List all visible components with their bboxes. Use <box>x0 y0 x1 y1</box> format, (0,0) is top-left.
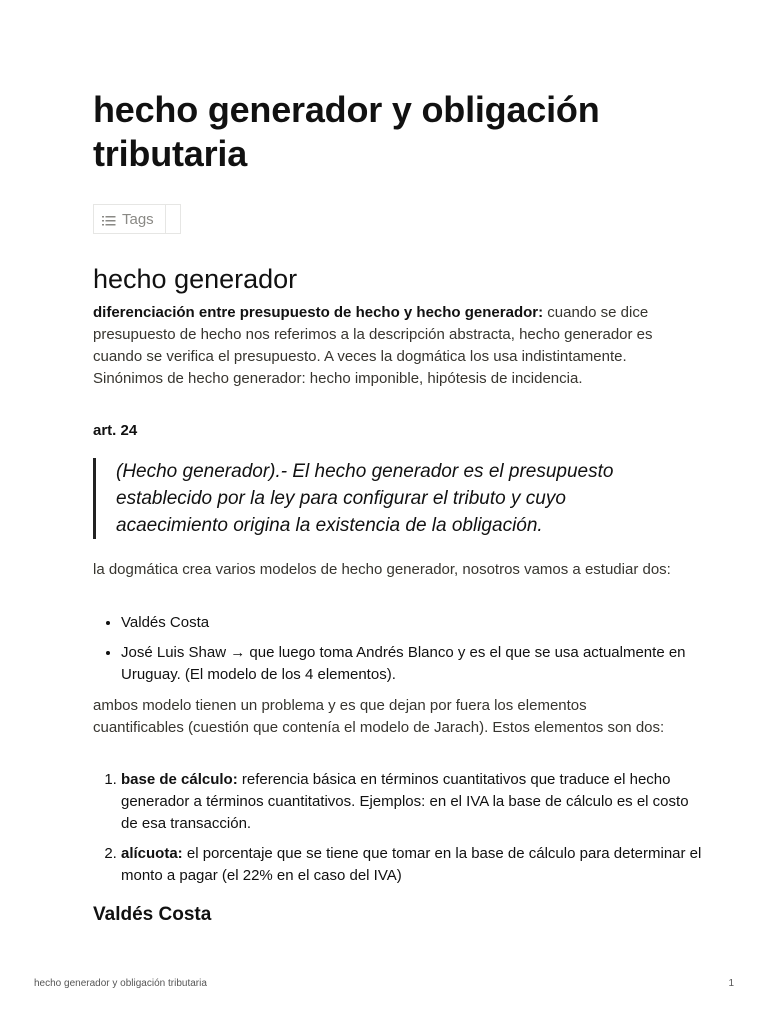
element-term: base de cálculo: <box>121 771 238 788</box>
problem-paragraph: ambos modelo tienen un problema y es que dejan por fuera los elementos cuantificables (cuestión que contenía el modelo de Jarach). Estos elementos son dos: <box>93 697 665 736</box>
list-item <box>121 769 706 835</box>
footer-doc-title: hecho generador y obligación tributaria <box>34 978 207 989</box>
page-title: hecho generador y obligación tributaria <box>93 89 600 174</box>
section-heading-hecho-generador: hecho generador <box>93 264 298 294</box>
article-quote <box>93 458 678 539</box>
quote-text: (Hecho generador).- El hecho generador es el presupuesto establecido por la ley para configurar el tributo y cuyo acaecimiento origina la existencia de la obligación. <box>116 461 614 536</box>
models-list <box>93 612 706 694</box>
models-intro-paragraph: la dogmática crea varios modelos de hecho generador, nosotros vamos a estudiar dos: <box>93 561 671 578</box>
definition-term: diferenciación entre presupuesto de hecho y hecho generador: <box>93 304 544 321</box>
list-item: • Valdés Costa <box>121 612 706 634</box>
definition-text: cuando se dice presupuesto de hecho nos referimos a la descripción abstracta, hecho generador es cuando se verifica el presupuesto. A veces la dogmática los usa indistintamente. Sinónimos de hecho generador: hecho imponible, hipótesis de incidencia. <box>93 304 653 387</box>
tags-property[interactable] <box>93 204 181 234</box>
element-term: alícuota: <box>121 845 183 862</box>
definition-paragraph <box>93 302 678 390</box>
list-icon <box>102 216 116 226</box>
element-text: referencia básica en términos cuantitativos que traduce el hecho generador a términos cuantitativos. Ejemplos: en el IVA la base de cálculo es el costo de esa transacción. <box>121 771 689 832</box>
section-heading-valdes-costa: Valdés Costa <box>93 904 212 925</box>
tags-label: Tags <box>122 210 154 228</box>
elements-list <box>93 769 706 895</box>
list-item: • José Luis Shaw → que luego toma Andrés Blanco y es el que se usa actualmente en Uruguay. (El modelo de los 4 elementos). <box>121 642 706 686</box>
footer-page-number: 1 <box>728 978 734 989</box>
list-item <box>121 843 706 887</box>
article-reference <box>93 420 678 442</box>
tags-cell[interactable] <box>94 205 166 233</box>
element-text: el porcentaje que se tiene que tomar en la base de cálculo para determinar el monto a pagar (el 22% en el caso del IVA) <box>121 845 702 884</box>
article-label: art. 24 <box>93 422 138 439</box>
